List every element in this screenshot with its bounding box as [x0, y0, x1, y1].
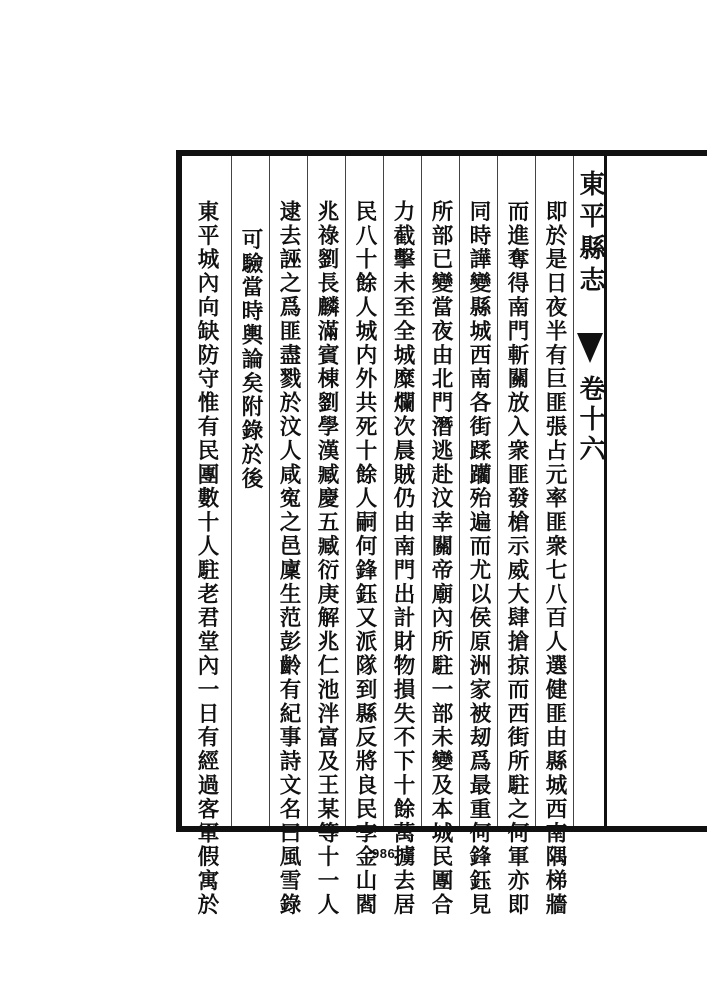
column-rule [535, 156, 536, 826]
column-rule [307, 156, 308, 826]
text-column-7: 兆祿劉長麟滿賓棟劉學漢臧慶五臧衍庚解兆仁池泮富及王某等十一人 [314, 200, 339, 917]
text-column-4: 所部已變當夜由北門潛逃赴汶幸關帝廟內所駐一部未變及本城民團合 [428, 200, 453, 917]
page-frame-left-border [176, 150, 182, 832]
column-rule [269, 156, 270, 826]
text-column-1: 即於是日夜半有巨匪張占元率匪衆七八百人選健匪由縣城西南隅梯牆 [542, 200, 567, 917]
text-column-5: 力截擊未至全城糜爛次晨賊仍由南門出計財物損失不下十餘萬擄去居 [390, 200, 415, 917]
text-column-2: 而進奪得南門斬關放入衆匪發槍示威大肆搶掠而西街所駐之何軍亦即 [504, 200, 529, 917]
fishtail-mark [577, 333, 603, 363]
text-column-6: 民八十餘人城内外共死十餘人嗣何鋒鈺又派隊到縣反將良民李金山閻 [352, 200, 377, 917]
text-column-3: 同時譁變縣城西南各街蹂躪殆遍而尤以侯原洲家被刼爲最重何鋒鈺見 [466, 200, 491, 917]
column-rule [231, 156, 232, 826]
column-rule [421, 156, 422, 826]
text-column-8: 逮去誣之爲匪盡戮於汶人咸寃之邑廩生范彭齡有紀事詩文名曰風雪錄 [276, 200, 301, 917]
column-rule [573, 156, 574, 826]
column-rule [459, 156, 460, 826]
column-rule [345, 156, 346, 826]
text-column-10: 東平城內向缺防守惟有民團數十人駐老君堂內一日有經過客軍假寓於 [194, 200, 219, 917]
page-number: 986 [372, 846, 396, 861]
book-title: 東平縣志 [575, 170, 605, 298]
volume-label: 卷十六 [575, 375, 605, 465]
column-rule [497, 156, 498, 826]
column-rule [383, 156, 384, 826]
text-column-9: 可驗當時輿論矣附錄於後 [238, 228, 263, 491]
page-frame-top-border [176, 150, 707, 156]
running-header [575, 170, 605, 810]
